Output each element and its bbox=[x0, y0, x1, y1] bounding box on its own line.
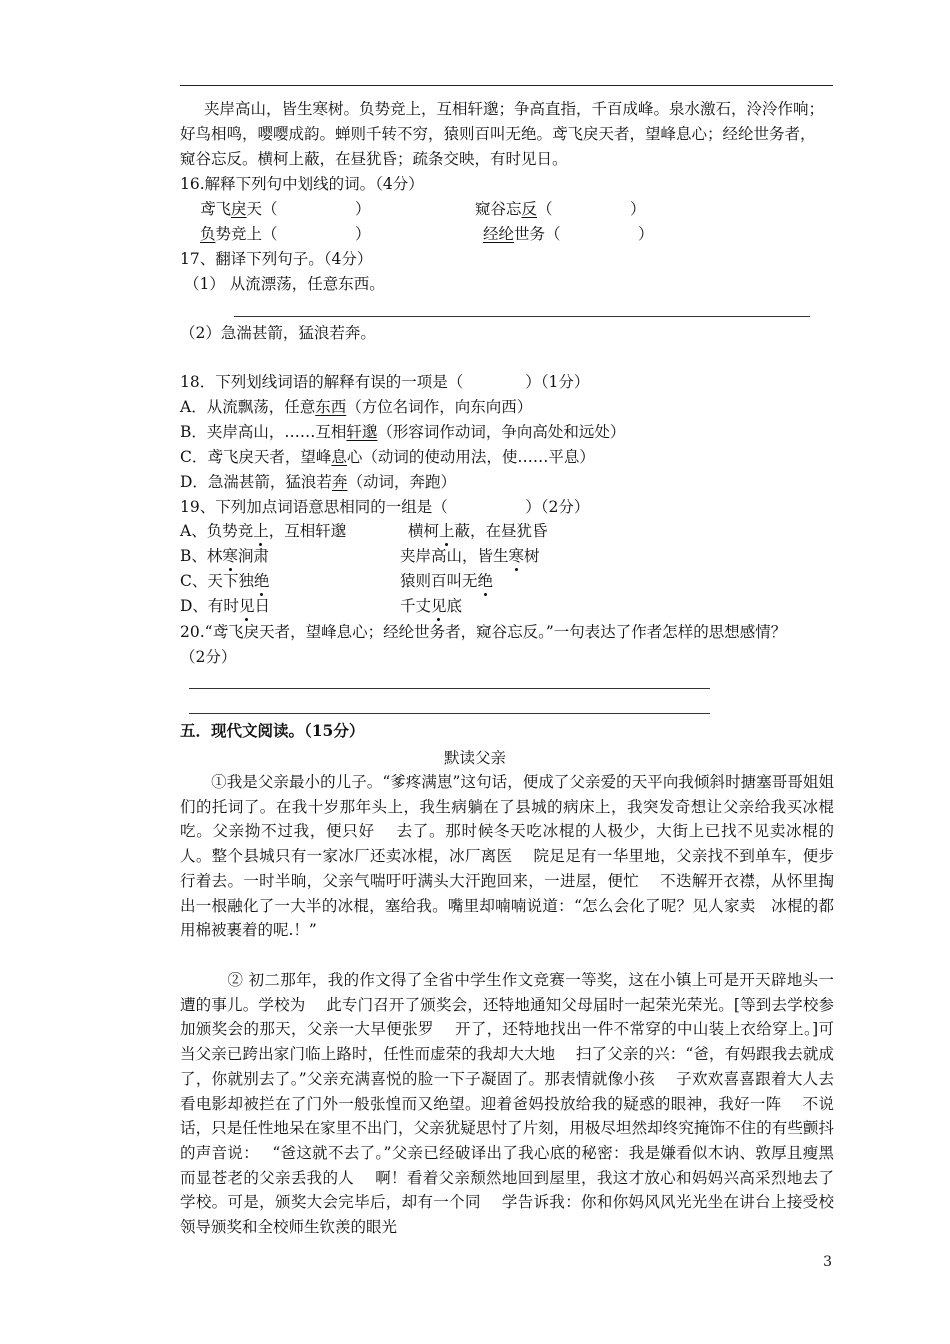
q16-item-a bbox=[200, 199, 371, 219]
q16-c-underlined: 负 bbox=[200, 225, 216, 243]
q19-d1-post: 日 bbox=[254, 597, 270, 615]
q19-option-c-right bbox=[400, 571, 493, 591]
header-rule bbox=[180, 85, 833, 86]
q18-option-a bbox=[180, 397, 532, 417]
q18-option-b bbox=[180, 422, 625, 442]
q19-d2-dotted: 见 bbox=[431, 597, 447, 615]
q19-option-d-left bbox=[180, 596, 270, 616]
q18-title: 18．下列划线词语的解释有误的一项是（ ）（1分） bbox=[180, 373, 590, 391]
q17-sentence-1: （1） 从流漂荡，任意东西。 bbox=[184, 275, 385, 293]
q18-c-pre: C．鸢飞戾天者，望峰 bbox=[180, 448, 332, 466]
q20-question: 20.“鸢飞戾天者，望峰息心；经纶世务者，窥谷忘反。”一句表达了作者怎样的思想感情？ bbox=[180, 623, 787, 641]
q19-option-b-right bbox=[400, 546, 540, 566]
q18-a-underlined: 东西 bbox=[315, 398, 347, 416]
q19-option-a-left bbox=[180, 521, 346, 541]
q19-b1-pre: B、林 bbox=[180, 547, 223, 565]
q19-d2-post: 底 bbox=[446, 597, 463, 615]
q19-c2-pre: 猿则百叫无 bbox=[400, 572, 478, 590]
q19-d2-pre: 千丈 bbox=[400, 597, 432, 615]
q16-title: 16.解释下列句中划线的词。（4分） bbox=[180, 175, 424, 193]
q19-d1-pre: D、有时 bbox=[180, 597, 239, 615]
q16-item-d bbox=[483, 224, 654, 244]
q16-item-c bbox=[200, 224, 371, 244]
q19-title: 19、下列加点词语意思相同的一组是（ ）（2分） bbox=[180, 498, 590, 516]
q16-d-post: 世务（ ） bbox=[514, 225, 654, 243]
q18-a-pre: A．从流飘荡，任意 bbox=[180, 398, 316, 416]
q16-c-post: 势竞上（ ） bbox=[215, 225, 371, 243]
q16-b-underlined: 反 bbox=[521, 200, 538, 218]
q19-a1-post: ，互相轩邈 bbox=[268, 522, 347, 540]
q16-b-pre: 窥谷忘 bbox=[475, 200, 522, 218]
classical-line-1: 夹岸高山，皆生寒树。负势竞上，互相轩邈；争高直指，千百成峰。泉水激石，泠泠作响； bbox=[204, 100, 825, 118]
article-paragraph-1: ①我是父亲最小的儿子。“爹疼满崽”这句话，便成了父亲爱的天平向我倾斜时搪塞哥哥姐姐们的托词了。在我十岁那年头上，我生病躺在了县城的病床上，我突发奇想让父亲给我买冰棍吃。父亲拗不过我，便只好 去了。那时候冬天吃冰棍的人极少，大街上已找不见卖冰棍的人。整个县城只有一家冰厂还卖冰棍，冰厂离医 院足足有一华里地，父亲找不到单车，便步行着去。一时半晌，父亲气喘吁吁满头大汗跑回来，一进屋，便忙 不迭解开衣襟，从怀里掏出一根融化了一大半的冰棍，塞给我。嘴里却喃喃说道：“怎么会化了呢？见人家卖 冰棍的都用棉被裹着的呢.！” bbox=[180, 773, 834, 940]
q19-b2-post: 树 bbox=[524, 547, 540, 565]
q18-d-pre: D．急湍甚箭，猛浪若 bbox=[180, 473, 332, 491]
q18-option-c bbox=[180, 447, 595, 467]
page-number: 3 bbox=[823, 1254, 832, 1270]
q19-a1-pre: A、负势竞 bbox=[180, 522, 254, 540]
classical-line-2: 好鸟相鸣，嘤嘤成韵。蝉则千转不穷，猿则百叫无绝。鸢飞戾天者，望峰息心；经纶世务者， bbox=[180, 125, 816, 143]
q19-a1-dotted: 上 bbox=[253, 522, 269, 540]
q16-b-post: （ ） bbox=[537, 200, 646, 218]
classical-line-3: 窥谷忘反。横柯上蔽，在昼犹昏；疏条交映，有时见日。 bbox=[180, 150, 568, 168]
q19-option-a-right bbox=[408, 521, 548, 541]
q19-b1-post: 涧肃 bbox=[237, 547, 269, 565]
q18-b-pre: B．夹岸高山，……互相 bbox=[180, 423, 347, 441]
q19-b1-dotted: 寒 bbox=[222, 547, 238, 565]
q16-a-pre: 鸢飞 bbox=[200, 200, 232, 218]
q16-d-underlined: 经纶 bbox=[483, 225, 515, 243]
q19-c2-dotted: 绝 bbox=[477, 572, 494, 590]
q18-d-post: （动词，奔跑） bbox=[347, 473, 456, 491]
q16-a-underlined: 戾 bbox=[231, 200, 247, 218]
q19-b2-pre: 夹岸高山，皆生 bbox=[400, 547, 509, 565]
q19-option-c-left bbox=[180, 571, 269, 591]
q18-b-underlined: 轩邈 bbox=[346, 423, 378, 441]
q19-a2-dotted: 上 bbox=[439, 522, 455, 540]
q17-title: 17、翻译下列句子。（4分） bbox=[180, 250, 373, 268]
article-title: 默读父亲 bbox=[443, 749, 506, 767]
section5-heading: 五．现代文阅读。（15分） bbox=[180, 721, 365, 740]
q19-b2-dotted: 寒 bbox=[508, 547, 525, 565]
q19-option-b-left bbox=[180, 546, 269, 566]
q18-a-post: （方位名词作，向东向西） bbox=[346, 398, 533, 416]
q18-d-underlined: 奔 bbox=[331, 473, 348, 491]
q19-a2-pre: 横柯 bbox=[408, 522, 440, 540]
q20-answer-line-2 bbox=[189, 713, 710, 714]
q17-sentence-2: （2）急湍甚箭，猛浪若奔。 bbox=[180, 324, 376, 342]
q18-b-post: （形容词作动词，争向高处和远处） bbox=[377, 423, 626, 441]
article-paragraph-2: ② 初二那年，我的作文得了全省中学生作文竞赛一等奖，这在小镇上可是开天辟地头一遭的事儿。学校为 此专门召开了颁奖会，还特地通知父母届时一起荣光荣光。[等到去学校参加颁奖会的那天，父亲一大早便张罗 开了，还特地找出一件不常穿的中山装上衣给穿上。]可当父亲已跨出家门临上路时，任性而虚荣的我却大大地 扫了父亲的兴：“爸，有妈跟我去就成了，你就别去了。”父亲充满喜悦的脸一下子凝固了。那表情就像小孩 子欢欢喜喜跟着大人去看电影却被拦在了门外一般张惶而又绝望。迎着爸妈投放给我的疑惑的眼神，我好一阵 不说话，只是任性地呆在家里不出门，父亲犹疑思忖了片刻，用极尽坦然却终究掩饰不住的有些颤抖的声音说： “爸这就不去了。”父亲已经破译出了我心底的秘密：我是嫌看似木讷、敦厚且瘦黑而显苍老的父亲丢我的人 啊！看着父亲颓然地回到屋里，我这才放心和妈妈兴高采烈地去了学校。可是，颁奖大会完毕后，却有一个同 学告诉我：你和你妈风风光光坐在讲台上接受校领导颁奖和全校师生钦羡的眼光 bbox=[180, 971, 834, 1237]
q19-c1-dotted: 绝 bbox=[253, 572, 270, 590]
q20-points: （2分） bbox=[180, 648, 237, 666]
q18-c-underlined: 息 bbox=[331, 448, 347, 466]
q17-answer-line-1 bbox=[234, 316, 810, 317]
q19-d1-dotted: 见 bbox=[238, 597, 255, 615]
q16-a-post: 天（ ） bbox=[246, 200, 371, 218]
q18-c-post: 心（动词的使动用法，使……平息） bbox=[346, 448, 595, 466]
q20-answer-line-1 bbox=[189, 688, 710, 689]
q19-a2-post: 蔽，在昼犹昏 bbox=[454, 522, 548, 540]
q19-option-d-right bbox=[400, 596, 462, 616]
q18-option-d bbox=[180, 472, 456, 492]
q16-item-b bbox=[475, 199, 646, 219]
q19-c1-pre: C、天下独 bbox=[180, 572, 254, 590]
